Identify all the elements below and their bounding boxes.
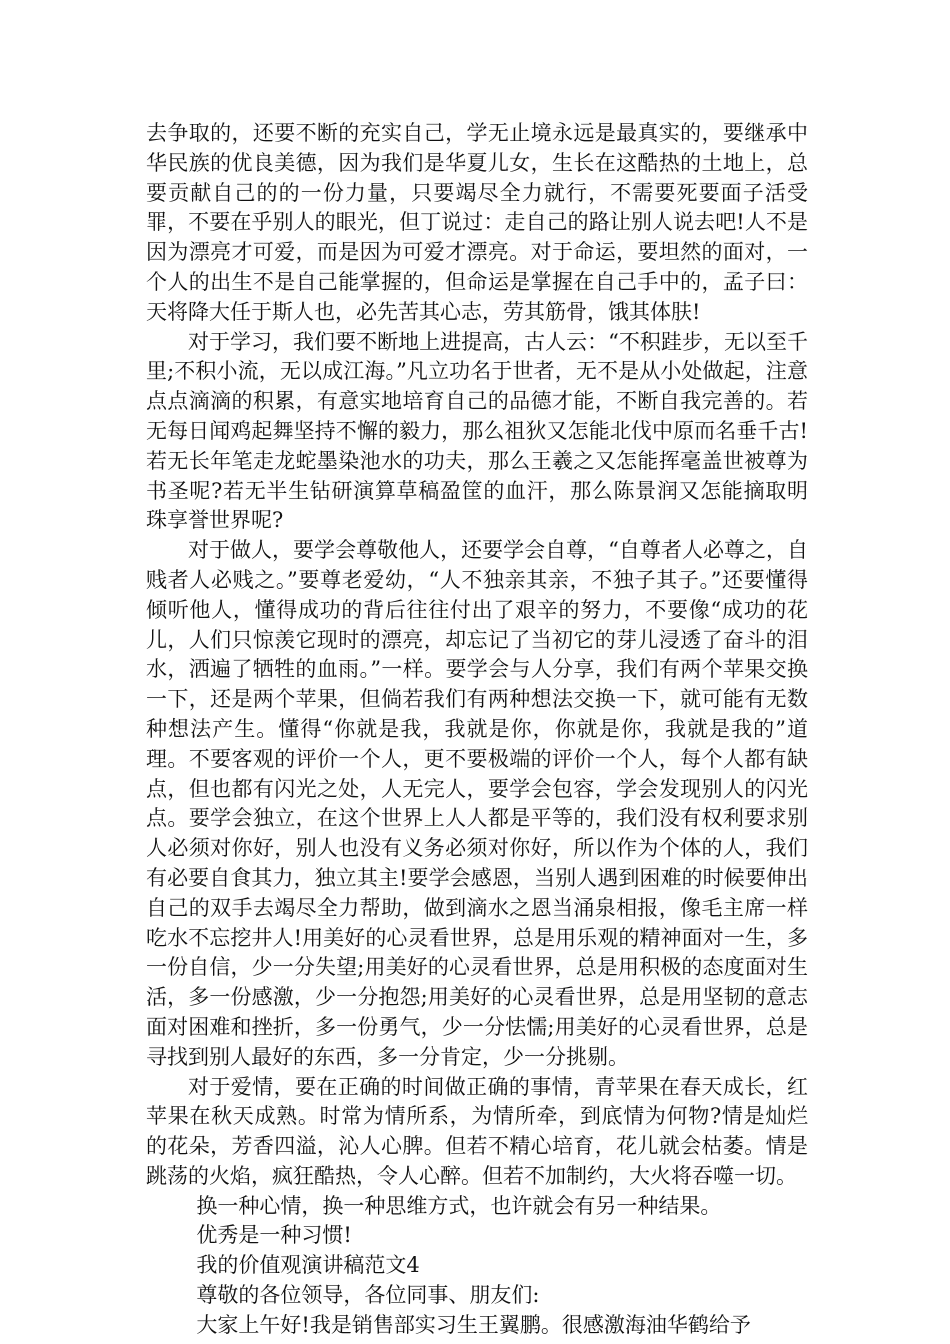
paragraph-love: 对于爱情，要在正确的时间做正确的事情，青苹果在春天成长，红苹果在秋天成熟。时常为情所系，为情所牵，到底情为何物?情是灿烂的花朵，芳香四溢，沁人心脾。但若不精心培育，花儿就会枯萎。情是跳荡的火焰，疯狂酷热，令人心醉。但若不加制约，大火将吞噬一切。	[146, 1074, 808, 1188]
speech-title: 我的价值观演讲稿范文4	[196, 1253, 420, 1278]
paragraph-change-mood: 换一种心情，换一种思维方式，也许就会有另一种结果。	[196, 1193, 722, 1218]
paragraph-learning: 对于学习，我们要不断地上进提高，古人云：“不积跬步，无以至千里;不积小流，无以成江海。”凡立功名于世者，无不是从小处做起，注意点点滴滴的积累，有意实地培育自己的品德才能，不断自我完善的。若无每日闻鸡起舞坚持不懈的毅力，那么祖狄又怎能北伐中原而名垂千古!若无长年笔走龙蛇墨染池水的功夫，那么王羲之又怎能挥毫盖世被尊为书圣呢?若无半生钻研演算草稿盈筐的血汗，那么陈景润又怎能摘取明珠享誉世界呢?	[146, 329, 808, 533]
paragraph-excellence-habit: 优秀是一种习惯!	[196, 1223, 352, 1248]
speech-salutation: 尊敬的各位领导，各位同事、朋友们:	[196, 1283, 540, 1308]
paragraph-being-a-person: 对于做人，要学会尊敬他人，还要学会自尊，“自尊者人必尊之，自贱者人必贱之。”要尊老爱幼，“人不独亲其亲，不独子其子。”还要懂得倾听他人，懂得成功的背后往往付出了艰辛的努力，不要像“成功的花儿，人们只惊羡它现时的漂亮，却忘记了当初它的芽儿浸透了奋斗的泪水，洒遍了牺牲的血雨。”一样。要学会与人分享，我们有两个苹果交换一下，还是两个苹果，但倘若我们有两种想法交换一下，就可能有无数种想法产生。懂得“你就是我，我就是你，你就是你，我就是我的”道理。不要客观的评价一个人，更不要极端的评价一个人，每个人都有缺点，但也都有闪光之处，人无完人，要学会包容，学会发现别人的闪光点。要学会独立，在这个世界上人人都是平等的，我们没有权利要求别人必须对你好，别人也没有义务必须对你好，所以作为个体的人，我们有必要自食其力，独立其主!要学会感恩，当别人遇到困难的时候要伸出自己的双手去竭尽全力帮助，做到滴水之恩当涌泉相报，像毛主席一样吃水不忘挖井人!用美好的心灵看世界，总是用乐观的精神面对一生，多一份自信，少一分失望;用美好的心灵看世界，总是用积极的态度面对生活，多一份感激，少一分抱怨;用美好的心灵看世界，总是用坚韧的意志面对困难和挫折，多一份勇气，少一分怯懦;用美好的心灵看世界，总是寻找到别人最好的东西，多一分肯定，少一分挑剔。	[146, 538, 808, 1069]
speech-opening: 大家上午好!我是销售部实习生王翼鹏。很感激海油华鹤给予	[196, 1312, 751, 1337]
paragraph-destiny: 去争取的，还要不断的充实自己，学无止境永远是最真实的，要继承中华民族的优良美德，因为我们是华夏儿女，生长在这酷热的土地上，总要贡献自己的的一份力量，只要竭尽全力就行，不需要死要面子活受罪，不要在乎别人的眼光，但丁说过：走自己的路让别人说去吧!人不是因为漂亮才可爱，而是因为可爱才漂亮。对于命运，要坦然的面对，一个人的出生不是自己能掌握的，但命运是掌握在自己手中的，孟子曰：天将降大任于斯人也，必先苦其心志，劳其筋骨，饿其体肤!	[146, 121, 808, 324]
document-body	[146, 119, 808, 1341]
